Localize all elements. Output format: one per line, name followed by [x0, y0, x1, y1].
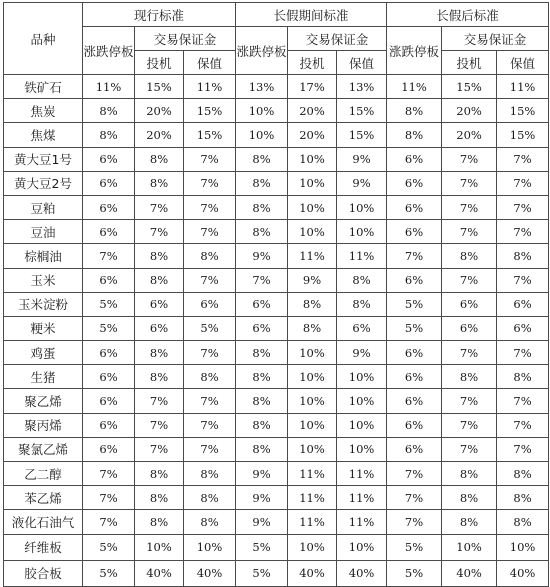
cell-hedge-holiday: 9% [337, 341, 387, 365]
cell-hedge-after: 6% [497, 316, 549, 340]
cell-spec-holiday: 20% [288, 123, 337, 147]
cell-spec-holiday: 11% [288, 486, 337, 510]
cell-limit-holiday: 7% [236, 268, 288, 292]
cell-limit-holiday: 8% [236, 171, 288, 195]
cell-limit-after: 6% [387, 268, 442, 292]
cell-hedge-after: 8% [497, 486, 549, 510]
cell-hedge-current: 15% [184, 123, 236, 147]
cell-limit-holiday: 8% [236, 389, 288, 413]
cell-limit-holiday: 9% [236, 486, 288, 510]
cell-spec-holiday: 11% [288, 510, 337, 534]
cell-hedge-holiday: 8% [337, 268, 387, 292]
cell-spec-holiday: 17% [288, 75, 337, 99]
cell-limit-current: 5% [83, 292, 135, 316]
cell-hedge-holiday: 10% [337, 534, 387, 560]
spec-header-after: 投机 [442, 51, 497, 75]
table-row [4, 171, 549, 195]
cell-limit-holiday: 6% [236, 316, 288, 340]
cell-spec-current: 10% [135, 534, 184, 560]
group-header-current: 现行标准 [83, 3, 236, 27]
cell-limit-holiday: 9% [236, 462, 288, 486]
cell-hedge-current: 7% [184, 171, 236, 195]
cell-limit-holiday: 13% [236, 75, 288, 99]
cell-spec-after: 8% [442, 244, 497, 268]
cell-limit-after: 8% [387, 99, 442, 123]
cell-hedge-current: 6% [184, 292, 236, 316]
cell-limit-after: 5% [387, 316, 442, 340]
cell-spec-current: 6% [135, 316, 184, 340]
cell-spec-after: 6% [442, 316, 497, 340]
cell-spec-after: 7% [442, 195, 497, 219]
cell-spec-current: 7% [135, 413, 184, 437]
cell-hedge-after: 8% [497, 365, 549, 389]
cell-spec-after: 8% [442, 365, 497, 389]
cell-spec-current: 8% [135, 486, 184, 510]
cell-hedge-holiday: 40% [337, 560, 387, 586]
cell-limit-holiday: 8% [236, 195, 288, 219]
hedge-header-holiday: 保值 [337, 51, 387, 75]
table-row [4, 75, 549, 99]
cell-limit-current: 6% [83, 365, 135, 389]
cell-limit-after: 6% [387, 171, 442, 195]
cell-spec-after: 6% [442, 292, 497, 316]
variety-name: 胶合板 [4, 560, 83, 586]
table-row [4, 486, 549, 510]
cell-limit-after: 6% [387, 389, 442, 413]
cell-hedge-current: 40% [184, 560, 236, 586]
cell-hedge-after: 11% [497, 75, 549, 99]
cell-hedge-after: 8% [497, 510, 549, 534]
table-row [4, 147, 549, 171]
cell-spec-current: 8% [135, 244, 184, 268]
cell-spec-after: 40% [442, 560, 497, 586]
cell-spec-holiday: 10% [288, 389, 337, 413]
cell-spec-holiday: 10% [288, 195, 337, 219]
cell-hedge-current: 11% [184, 75, 236, 99]
cell-limit-after: 5% [387, 560, 442, 586]
table-row [4, 560, 549, 586]
cell-hedge-holiday: 11% [337, 462, 387, 486]
spec-header-current: 投机 [135, 51, 184, 75]
cell-hedge-after: 7% [497, 147, 549, 171]
cell-spec-after: 8% [442, 462, 497, 486]
cell-spec-holiday: 10% [288, 365, 337, 389]
cell-limit-current: 8% [83, 99, 135, 123]
cell-hedge-holiday: 10% [337, 437, 387, 461]
cell-spec-current: 8% [135, 510, 184, 534]
variety-name: 黄大豆1号 [4, 147, 83, 171]
cell-spec-holiday: 10% [288, 534, 337, 560]
cell-spec-current: 8% [135, 462, 184, 486]
cell-spec-holiday: 8% [288, 316, 337, 340]
cell-hedge-current: 7% [184, 195, 236, 219]
cell-spec-current: 20% [135, 99, 184, 123]
cell-hedge-holiday: 10% [337, 389, 387, 413]
cell-limit-current: 6% [83, 389, 135, 413]
cell-limit-after: 7% [387, 510, 442, 534]
cell-limit-current: 6% [83, 220, 135, 244]
cell-limit-after: 7% [387, 244, 442, 268]
cell-hedge-holiday: 15% [337, 123, 387, 147]
table-row [4, 316, 549, 340]
cell-hedge-after: 6% [497, 292, 549, 316]
cell-limit-holiday: 8% [236, 147, 288, 171]
cell-hedge-after: 15% [497, 123, 549, 147]
cell-hedge-current: 10% [184, 534, 236, 560]
cell-spec-holiday: 10% [288, 147, 337, 171]
limit-header-holiday: 涨跌停板 [236, 27, 288, 75]
cell-hedge-after: 7% [497, 268, 549, 292]
cell-hedge-after: 7% [497, 171, 549, 195]
cell-hedge-holiday: 9% [337, 171, 387, 195]
cell-limit-holiday: 8% [236, 365, 288, 389]
cell-hedge-holiday: 11% [337, 510, 387, 534]
cell-limit-holiday: 9% [236, 510, 288, 534]
cell-hedge-after: 7% [497, 389, 549, 413]
cell-limit-after: 11% [387, 75, 442, 99]
variety-name: 粳米 [4, 316, 83, 340]
cell-hedge-holiday: 11% [337, 486, 387, 510]
cell-hedge-current: 8% [184, 510, 236, 534]
cell-hedge-holiday: 15% [337, 99, 387, 123]
cell-limit-holiday: 8% [236, 220, 288, 244]
cell-limit-holiday: 10% [236, 99, 288, 123]
variety-name: 聚氯乙烯 [4, 437, 83, 461]
cell-hedge-holiday: 8% [337, 292, 387, 316]
cell-spec-current: 7% [135, 220, 184, 244]
cell-limit-after: 7% [387, 486, 442, 510]
table-row [4, 510, 549, 534]
cell-spec-current: 8% [135, 268, 184, 292]
cell-spec-after: 7% [442, 147, 497, 171]
cell-limit-after: 8% [387, 123, 442, 147]
table-row [4, 268, 549, 292]
cell-spec-current: 7% [135, 195, 184, 219]
cell-limit-after: 6% [387, 365, 442, 389]
margin-header-holiday: 交易保证金 [288, 27, 387, 51]
cell-spec-current: 8% [135, 147, 184, 171]
cell-hedge-holiday: 10% [337, 220, 387, 244]
limit-header-current: 涨跌停板 [83, 27, 135, 75]
cell-hedge-current: 7% [184, 341, 236, 365]
cell-hedge-holiday: 13% [337, 75, 387, 99]
cell-hedge-current: 8% [184, 462, 236, 486]
cell-hedge-after: 7% [497, 220, 549, 244]
cell-spec-after: 7% [442, 220, 497, 244]
cell-hedge-after: 10% [497, 534, 549, 560]
variety-header: 品种 [4, 3, 83, 75]
cell-limit-after: 6% [387, 341, 442, 365]
cell-limit-after: 6% [387, 220, 442, 244]
table-row [4, 244, 549, 268]
cell-hedge-current: 8% [184, 244, 236, 268]
cell-spec-holiday: 11% [288, 462, 337, 486]
cell-hedge-after: 7% [497, 195, 549, 219]
cell-hedge-after: 7% [497, 341, 549, 365]
cell-hedge-after: 8% [497, 462, 549, 486]
cell-limit-current: 6% [83, 195, 135, 219]
cell-hedge-after: 7% [497, 413, 549, 437]
table-body [4, 75, 549, 587]
table-row [4, 365, 549, 389]
table-row [4, 534, 549, 560]
table-row [4, 220, 549, 244]
cell-spec-after: 7% [442, 389, 497, 413]
cell-limit-after: 5% [387, 292, 442, 316]
cell-limit-current: 6% [83, 413, 135, 437]
cell-hedge-current: 7% [184, 413, 236, 437]
cell-hedge-current: 7% [184, 220, 236, 244]
group-header-after: 长假后标准 [387, 3, 549, 27]
cell-spec-current: 15% [135, 75, 184, 99]
cell-hedge-holiday: 10% [337, 413, 387, 437]
cell-limit-current: 6% [83, 268, 135, 292]
cell-spec-holiday: 11% [288, 244, 337, 268]
variety-name: 焦炭 [4, 99, 83, 123]
group-header-holiday: 长假期间标准 [236, 3, 387, 27]
cell-hedge-after: 40% [497, 560, 549, 586]
cell-limit-holiday: 5% [236, 534, 288, 560]
cell-hedge-current: 8% [184, 365, 236, 389]
table-row [4, 195, 549, 219]
cell-limit-holiday: 8% [236, 341, 288, 365]
margin-standards-table [3, 2, 549, 587]
cell-limit-holiday: 8% [236, 437, 288, 461]
cell-spec-current: 20% [135, 123, 184, 147]
cell-spec-after: 7% [442, 341, 497, 365]
cell-limit-current: 8% [83, 123, 135, 147]
cell-hedge-after: 15% [497, 99, 549, 123]
variety-name: 焦煤 [4, 123, 83, 147]
variety-name: 聚乙烯 [4, 389, 83, 413]
cell-hedge-current: 15% [184, 99, 236, 123]
cell-spec-current: 7% [135, 437, 184, 461]
cell-spec-after: 7% [442, 268, 497, 292]
cell-limit-current: 7% [83, 462, 135, 486]
variety-name: 铁矿石 [4, 75, 83, 99]
margin-header-after: 交易保证金 [442, 27, 549, 51]
cell-hedge-current: 7% [184, 147, 236, 171]
cell-limit-current: 5% [83, 560, 135, 586]
cell-spec-holiday: 10% [288, 341, 337, 365]
hedge-header-after: 保值 [497, 51, 549, 75]
cell-spec-current: 8% [135, 171, 184, 195]
cell-hedge-after: 8% [497, 244, 549, 268]
cell-hedge-after: 7% [497, 437, 549, 461]
cell-limit-holiday: 5% [236, 560, 288, 586]
cell-limit-current: 5% [83, 316, 135, 340]
table-row [4, 413, 549, 437]
cell-limit-after: 6% [387, 437, 442, 461]
cell-spec-after: 8% [442, 510, 497, 534]
variety-name: 鸡蛋 [4, 341, 83, 365]
cell-spec-after: 7% [442, 413, 497, 437]
cell-spec-after: 20% [442, 123, 497, 147]
cell-spec-after: 8% [442, 486, 497, 510]
cell-spec-after: 10% [442, 534, 497, 560]
hedge-header-current: 保值 [184, 51, 236, 75]
cell-spec-after: 15% [442, 75, 497, 99]
cell-hedge-current: 7% [184, 437, 236, 461]
cell-hedge-current: 7% [184, 268, 236, 292]
variety-name: 棕榈油 [4, 244, 83, 268]
cell-spec-current: 7% [135, 389, 184, 413]
margin-header-current: 交易保证金 [135, 27, 236, 51]
variety-name: 聚丙烯 [4, 413, 83, 437]
cell-hedge-holiday: 11% [337, 244, 387, 268]
cell-spec-after: 20% [442, 99, 497, 123]
cell-limit-current: 6% [83, 341, 135, 365]
cell-limit-after: 5% [387, 534, 442, 560]
cell-spec-holiday: 10% [288, 437, 337, 461]
cell-limit-after: 6% [387, 147, 442, 171]
table-row [4, 341, 549, 365]
cell-limit-after: 6% [387, 195, 442, 219]
table-row [4, 292, 549, 316]
cell-hedge-holiday: 10% [337, 365, 387, 389]
variety-name: 豆粕 [4, 195, 83, 219]
cell-spec-holiday: 10% [288, 171, 337, 195]
variety-name: 玉米 [4, 268, 83, 292]
cell-limit-current: 6% [83, 437, 135, 461]
cell-spec-current: 8% [135, 341, 184, 365]
cell-hedge-holiday: 6% [337, 316, 387, 340]
table-row [4, 99, 549, 123]
cell-hedge-current: 5% [184, 316, 236, 340]
table-row [4, 123, 549, 147]
cell-limit-after: 7% [387, 462, 442, 486]
spec-header-holiday: 投机 [288, 51, 337, 75]
variety-name: 黄大豆2号 [4, 171, 83, 195]
cell-spec-holiday: 10% [288, 220, 337, 244]
cell-limit-current: 7% [83, 486, 135, 510]
variety-name: 苯乙烯 [4, 486, 83, 510]
cell-limit-current: 6% [83, 171, 135, 195]
cell-spec-after: 7% [442, 437, 497, 461]
variety-name: 豆油 [4, 220, 83, 244]
cell-limit-current: 6% [83, 147, 135, 171]
cell-hedge-holiday: 10% [337, 195, 387, 219]
cell-spec-current: 40% [135, 560, 184, 586]
table-row [4, 462, 549, 486]
cell-limit-current: 5% [83, 534, 135, 560]
cell-spec-current: 6% [135, 292, 184, 316]
cell-spec-holiday: 40% [288, 560, 337, 586]
cell-hedge-current: 8% [184, 486, 236, 510]
cell-hedge-current: 7% [184, 389, 236, 413]
cell-spec-current: 8% [135, 365, 184, 389]
table-header [4, 3, 549, 75]
cell-spec-after: 7% [442, 171, 497, 195]
cell-limit-holiday: 6% [236, 292, 288, 316]
cell-hedge-holiday: 9% [337, 147, 387, 171]
variety-name: 生猪 [4, 365, 83, 389]
cell-limit-holiday: 8% [236, 413, 288, 437]
cell-limit-after: 6% [387, 413, 442, 437]
variety-name: 纤维板 [4, 534, 83, 560]
cell-limit-current: 7% [83, 510, 135, 534]
cell-spec-holiday: 9% [288, 268, 337, 292]
cell-limit-current: 11% [83, 75, 135, 99]
limit-header-after: 涨跌停板 [387, 27, 442, 75]
cell-spec-holiday: 8% [288, 292, 337, 316]
variety-name: 乙二醇 [4, 462, 83, 486]
table-row [4, 389, 549, 413]
table-row [4, 437, 549, 461]
cell-limit-holiday: 9% [236, 244, 288, 268]
cell-limit-current: 7% [83, 244, 135, 268]
variety-name: 玉米淀粉 [4, 292, 83, 316]
cell-spec-holiday: 20% [288, 99, 337, 123]
cell-spec-holiday: 10% [288, 413, 337, 437]
cell-limit-holiday: 10% [236, 123, 288, 147]
variety-name: 液化石油气 [4, 510, 83, 534]
